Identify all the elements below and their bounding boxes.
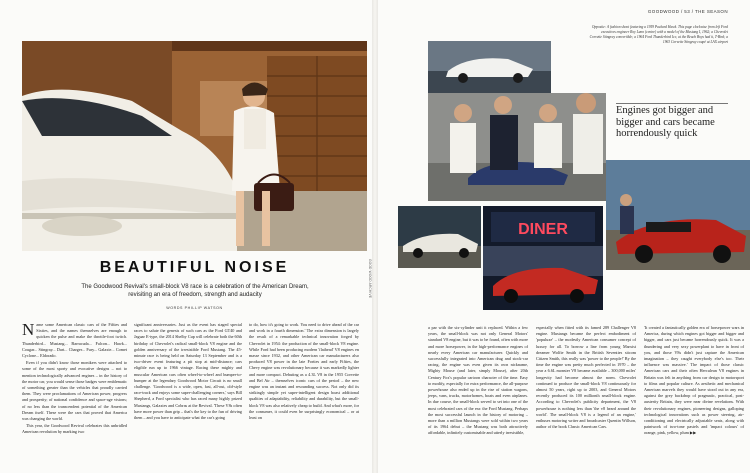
photo-corvette-stingray-coupe xyxy=(606,160,750,270)
photo-ford-executives xyxy=(428,93,606,201)
drop-cap: N xyxy=(22,320,35,339)
body-column-3 xyxy=(249,322,359,422)
right-body-column-3 xyxy=(644,325,744,438)
page-folio: GOODWOOD / 53 / THE SEASON xyxy=(647,9,728,14)
paragraph: This year, the Goodwood Revival celebrates this unbridled American revolution by marking two xyxy=(22,423,127,435)
body-column-1 xyxy=(22,322,127,437)
paragraph: Even if you didn't know those monikers were attached to some of the most sporty and evocative designs – not to mention technologically advanced engines – in the history of the motor car, you would sense those badges were emblematic of something greater than the vehicles that proudly carried them. They were proclamations of American power, progress and prosperity; of national confidence and space-age visions; of no less than the transcendent potential of the American Dream itself. These were the cars that proved that America was changing the world. xyxy=(22,360,127,422)
pullquote-rule xyxy=(616,103,728,104)
photo-corvette-convertible xyxy=(398,206,481,268)
body-column-2 xyxy=(134,322,242,422)
paragraph: ame some American classic cars of the Fifties and Sixties, and the names themselves are enough to quicken the pulse and make the throttle-foot twitch. Thunderbird... Mustang... Barracuda... Falcon... Hawk... Cougar... Stingray... Dart... Charger... Fury... Galaxie... Comet Cyclone... Eldorado. xyxy=(22,322,127,359)
photo-diner-thunderbird xyxy=(483,206,603,310)
paragraph: 'It created a fantastically golden era of horsepower wars in America, during which engines got bigger and bigger and bigger, and cars just became horrendously quick. It was a thundering and very sexy powerplant to have in front of you, and those V8s didn't just capture the American imagination – they caught everybody else's too. Their influence was massive.' The impact of those classic American cars and their often Herculean V8 engines in Britain was felt in anything from car design to motorsport to films and popular culture. As aesthetic and mechanical American marvels they would have stood out in any era, against the grey backdrop of pragmatic, practical, post-austerity Britain, they were near divine revelations. With their revolutionary engines, pioneering designs, galloping technological innovations such as power steering, air-conditioning and electrically adjustable seats, along with paintwork of two-tone pastels and 'impact colours' of orange, pink, yellow, plum ▶▶ xyxy=(644,325,744,436)
article-title: BEAUTIFUL NOISE xyxy=(99,259,290,276)
left-page xyxy=(0,0,372,473)
paragraph: significant anniversaries. Just as the event has staged special races to salute the genesis of such cars as the Ford GT40 and Jaguar E-type, the 2014 Shelby Cup will celebrate both the 60th birthday of Chevrolet's radical small-block V8 engine and the golden anniversary of the irresistible Ford Mustang. The 45-minute race is being held on Saturday 13 September and is a two-driver event featuring a pit stop at mid-distance; cars eligible run up to 1966 vintage. Racing these mighty and muscular American cars often wheel-to-wheel and bumper-to-bumper at the legendary Goodwood Motor Circuit is no small challenge. 'Goodwood is a wide, open, fast, all-out, old-style race-track and enjoys some super-challenging corners,' says Bill Shepherd, a Ford specialist who has raced many highly prized Mustangs, Galaxies and Cobras at the Revival. 'These V8s often have more power than grip – that's the key to the fun of driving them – and you have to anticipate what the car's going xyxy=(134,322,242,421)
standfirst: The Goodwood Revival's small-block V8 race is a celebration of the American Dream, revisiting an era of freedom, strength and audacity xyxy=(81,284,309,298)
diner-sign: DINER xyxy=(518,221,568,238)
right-body-column-2 xyxy=(536,325,636,431)
photo-credit-vertical: GOOD WOOD ARCHIVE xyxy=(368,259,372,299)
paragraph: to do, how it's going to work. You need to drive ahead of the car and work in a fourth dimension.' The extra dimension is largely the result of a remarkable technical innovation forged by Chevrolet in 1954: the production of the small-block V8 engine. While Ford had been producing modern 'flathead' V8 engines en masse since 1932, and other American car manufacturers also produced V8 power in the late Forties and early Fifties, the Chevy engine was revolutionary because it was markedly lighter and more compact. Debuting as a 4.3L V8 in the 1955 Corvette and Bel Air – themselves iconic cars of the period – the new engine was an instant and resounding success. Not only did its strikingly simple yet super-intelligent design boast additional qualities of adaptability, reliability and durability, but the small-block V8 was also relatively cheap to build. And what's more, for the consumer, it could even be surprisingly economical – or at least on xyxy=(249,322,359,421)
photo-mustang-concept xyxy=(428,41,551,93)
right-body-column-1 xyxy=(428,325,528,438)
paragraph: a par with the six-cylinder unit it replaced. Within a few years, the small-block was not only General Motors' standard V8 engine, but it was to be found, often with more and more horsepower, in the high-performance engines of nearly every American car manufacturer. Quickly and successfully integrated into American drag and stock-car racing, the engine was even given its own nickname, Mighty Mouse (and later, simply Mouse), after 20th Century Fox's popular cartoon character of the time. Easy to modify, especially for extra performance, the all-purpose powerhouse also ended up in the rise of station wagons, jeeps, vans, trucks, motorhomes, boats and even airplanes. In due course, the small-block served to set into one of the most celebrated cars of the era: the Ford Mustang. Perhaps the most successful launch in the history of motoring – more than a million Mustangs were sold within two years of its 1964 debut – the Mustang was both attractively affordable, infinitely customisable and utterly irresistible, xyxy=(428,325,528,436)
paragraph: especially when fitted with its famed 289 Challenger V8 engine. Mustangs became the perfect embodiment of 'populuxe' – the modestly American consumer concept of luxury for all. To borrow a line from young Marxist dreamer Wolfie Smith in the British Seventies sitcom Citizen Smith, this really was 'power to the people!' By the time the engine was pretty much perfected in 1970 – the year a 6.6L monster V8 became available – 300,000 miles' longevity had become almost the norm. Chevrolet continued to produce the small-block V8 continuously for almost 50 years, right up to 2003, and General Motors recently produced its 100 millionth small-block engine. According to Chevrolet's publicity department, the V8 powerhouse is nothing less than 'the v8 heard around the world'. The small-block V8 is a legend of an engine,' enthuses motoring writer and broadcaster Quentin Willson, author of the book Classic American Cars. xyxy=(536,325,636,430)
pullquote: Engines got bigger and bigger and cars became horrendously quick xyxy=(616,105,715,139)
photo-caption: Opposite: A fashion shoot featuring a 1959 Packard Hawk. This page clockwise from left Ford executives engineer Roy Lunn (centre) with a model of the Mustang I, 1962; a Chevrolet Corvette Stingray convertible; a 1964 Ford Thunderbird Ice, at the Beach Boys had it, T-Bird; a 1963 Corvette Stingray coupé at LAX airport xyxy=(589,25,728,44)
byline: WORDS PHILLIP WATSON xyxy=(166,306,223,310)
hero-photo-fashion-shoot xyxy=(22,41,367,251)
